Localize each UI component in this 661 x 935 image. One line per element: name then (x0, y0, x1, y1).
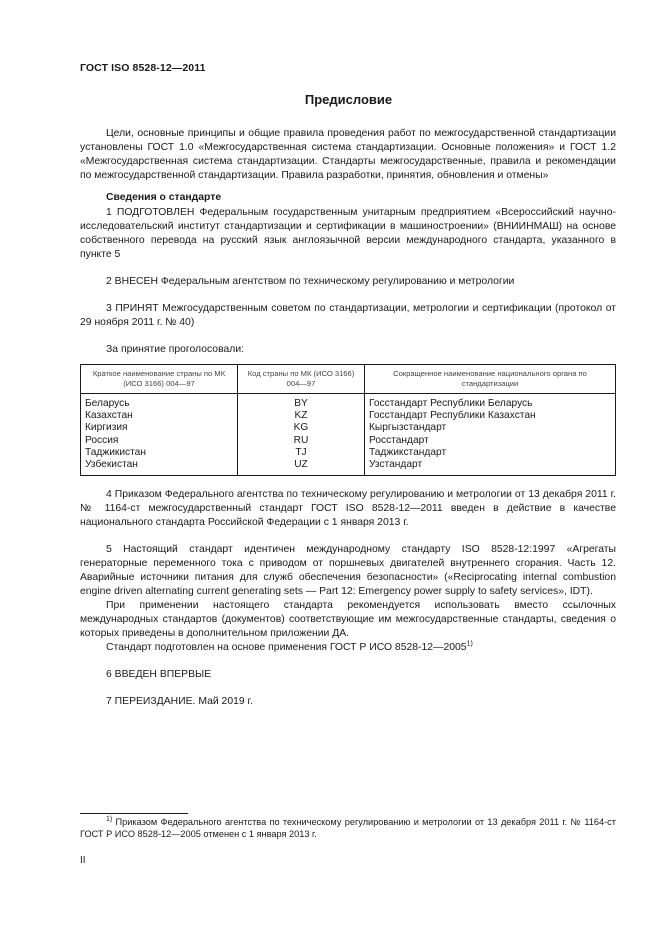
item-5-note: При применении настоящего стандарта рекомендуется использовать вместо ссылочных международных стандартов (документов) соответствующие им межгосударственные стандарты, сведения о которых приведены в дополнительном приложении ДА. (80, 600, 616, 640)
cell-country: Казахстан (81, 410, 238, 422)
cell-code: TJ (238, 447, 365, 459)
section-heading: Сведения о стандарте (106, 192, 222, 203)
footnote-divider (80, 813, 188, 814)
table-row (81, 422, 616, 434)
footnote-ref: 1) (466, 640, 473, 648)
cell-code: KG (238, 422, 365, 434)
page-title: Предисловие (304, 92, 393, 107)
item-2: 2 ВНЕСЕН Федеральным агентством по техническому регулированию и метрологии (106, 276, 515, 287)
votes-table (80, 364, 616, 476)
table-header-body: Сокращенное наименование национального органа по стандартизации (365, 365, 616, 394)
cell-code: RU (238, 435, 365, 447)
table-row (81, 410, 616, 422)
cell-code: KZ (238, 410, 365, 422)
item-7: 7 ПЕРЕИЗДАНИЕ. Май 2019 г. (106, 696, 253, 708)
cell-country: Россия (81, 435, 238, 447)
table-header-code: Код страны по МК (ИСО 3166) 004—97 (238, 365, 365, 394)
document-header: ГОСТ ISO 8528-12—2011 (80, 62, 206, 74)
table-row (81, 459, 616, 476)
cell-body: Кыргызстандарт (365, 422, 616, 434)
footnote-mark: 1) (106, 815, 113, 823)
document-body (80, 127, 616, 709)
item-1: 1 ПОДГОТОВЛЕН Федеральным государственным унитарным предприятием «Всероссийский научно-исследовательский институт стандартизации и сертификации в машиностроении» (ВНИИНМАШ) на основе собственного перевода на русский язык англоязычной версии международного стандарта, указанного в пункте 5 (80, 207, 616, 260)
cell-body: Госстандарт Республики Беларусь (365, 394, 616, 411)
table-row (81, 435, 616, 447)
cell-country: Киргизия (81, 422, 238, 434)
cell-body: Госстандарт Республики Казахстан (365, 410, 616, 422)
table-row (81, 394, 616, 411)
cell-code: BY (238, 394, 365, 411)
item-4: 4 Приказом Федерального агентства по техническому регулированию и метрологии от 13 декабря 2011 г. № 1164-ст межгосударственный стандарт ГОСТ ISO 8528-12—2011 введен в действие в качестве национального стандарта Российской Федерации с 1 января 2013 г. (80, 489, 616, 529)
table-header-country: Краткое наименование страны по МК (ИСО 3166) 004—97 (81, 365, 238, 394)
item-5-basis (80, 641, 616, 655)
footnote (80, 816, 616, 840)
page-number: II (80, 855, 86, 866)
footnote-text: Приказом Федерального агентства по техническому регулированию и метрологии от 13 декабря 2011 г. № 1164-ст ГОСТ Р ИСО 8528-12—2005 отменен с 1 января 2013 г. (80, 817, 616, 839)
cell-body: Росстандарт (365, 435, 616, 447)
votes-intro: За принятие проголосовали: (106, 344, 245, 355)
item-3: 3 ПРИНЯТ Межгосударственным советом по стандартизации, метрологии и сертификации (протокол от 29 ноября 2011 г. № 40) (80, 303, 616, 328)
item-6: 6 ВВЕДЕН ВПЕРВЫЕ (106, 669, 212, 681)
item-5-basis-text: Стандарт подготовлен на основе применения ГОСТ Р ИСО 8528-12—2005 (106, 642, 467, 654)
table-row (81, 447, 616, 459)
cell-body: Таджикстандарт (365, 447, 616, 459)
cell-country: Таджикистан (81, 447, 238, 459)
cell-country: Беларусь (81, 394, 238, 411)
item-5: 5 Настоящий стандарт идентичен международному стандарту ISO 8528-12:1997 «Агрегаты генераторные переменного тока с приводом от поршневых двигателей внутреннего сгорания. Часть 12. Аварийные источники питания для служб обеспечения безопасности» («Reciprocating internal combustion engine driven alternating current generating sets — Part 12: Emergency power supply to safety services», IDT). (80, 544, 616, 598)
cell-body: Узстандарт (365, 459, 616, 476)
cell-country: Узбекистан (81, 459, 238, 476)
cell-code: UZ (238, 459, 365, 476)
intro-paragraph: Цели, основные принципы и общие правила проведения работ по межгосударственной стандартизации установлены ГОСТ 1.0 «Межгосударственная система стандартизации. Основные положения» и ГОСТ 1.2 «Межгосударственная система стандартизации. Стандарты межгосударственные, правила и рекомендации по межгосударственной стандартизации. Правила разработки, принятия, обновления и отмены» (80, 128, 616, 181)
